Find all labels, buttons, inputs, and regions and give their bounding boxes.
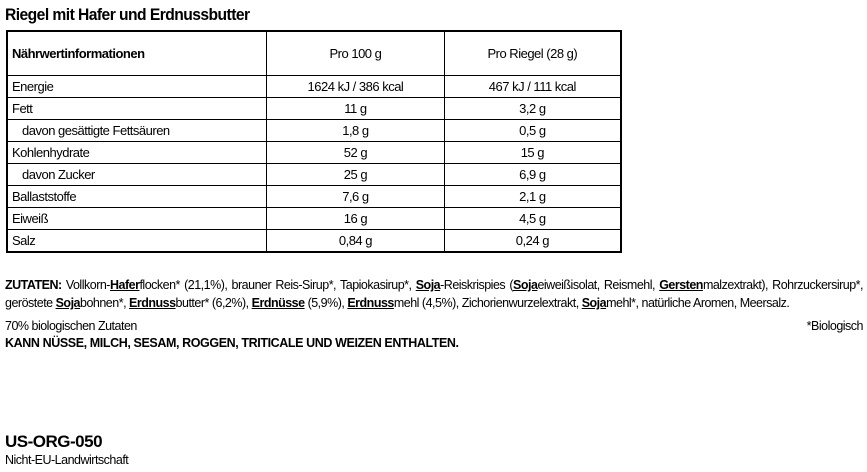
header-per-bar: Pro Riegel (28 g)	[444, 31, 621, 76]
nutrition-row	[7, 142, 621, 164]
allergen-highlight: Hafer	[109, 278, 140, 292]
allergen-highlight: Erdnüsse	[251, 296, 305, 310]
value-per-bar: 2,1 g	[444, 186, 621, 208]
nutrient-label: Kohlenhydrate	[7, 142, 267, 164]
value-per-bar: 4,5 g	[444, 208, 621, 230]
nutrition-row	[7, 164, 621, 186]
nutrient-label: Fett	[7, 98, 267, 120]
ingredients-part: Vollkorn-	[61, 278, 110, 292]
ingredients-text	[5, 276, 863, 312]
ingredients-part: butter* (6,2%),	[175, 296, 252, 310]
allergen-highlight: Soja	[415, 278, 441, 292]
header-nutrition-info: Nährwertinformationen	[7, 31, 267, 76]
ingredients-part: flocken* (21,1%), brauner Reis-Sirup*, Tapiokasirup*,	[139, 278, 416, 292]
value-per-100g: 25 g	[267, 164, 445, 186]
allergen-highlight: Soja	[513, 278, 538, 292]
nutrition-table	[6, 30, 622, 253]
value-per-100g: 1,8 g	[267, 120, 445, 142]
value-per-100g: 0,84 g	[267, 230, 445, 253]
allergen-warning: KANN NÜSSE, MILCH, SESAM, ROGGEN, TRITICALE UND WEIZEN ENTHALTEN.	[5, 336, 459, 350]
allergen-highlight: Soja	[55, 296, 80, 310]
allergen-highlight: Erdnuss	[129, 296, 176, 310]
value-per-100g: 7,6 g	[267, 186, 445, 208]
value-per-100g: 1624 kJ / 386 kcal	[267, 76, 445, 98]
value-per-bar: 15 g	[444, 142, 621, 164]
ingredients-label: ZUTATEN:	[5, 278, 62, 292]
organic-share: 70% biologischen Zutaten	[5, 319, 137, 333]
nutrition-row	[7, 120, 621, 142]
nutrition-row	[7, 186, 621, 208]
allergen-highlight: Erdnuss	[347, 296, 394, 310]
organic-certification-code: US-ORG-050	[5, 432, 103, 451]
nutrient-label: Eiweiß	[7, 208, 267, 230]
header-per-100g: Pro 100 g	[267, 31, 445, 76]
value-per-bar: 6,9 g	[444, 164, 621, 186]
nutrient-label: davon gesättigte Fettsäuren	[7, 120, 267, 142]
value-per-bar: 0,24 g	[444, 230, 621, 253]
allergen-highlight: Soja	[581, 296, 607, 310]
value-per-100g: 11 g	[267, 98, 445, 120]
value-per-bar: 3,2 g	[444, 98, 621, 120]
nutrient-label: Energie	[7, 76, 267, 98]
ingredients-part: bohnen*,	[80, 296, 130, 310]
value-per-bar: 467 kJ / 111 kcal	[444, 76, 621, 98]
nutrient-label: davon Zucker	[7, 164, 267, 186]
nutrition-row	[7, 230, 621, 253]
ingredients-part: mehl (4,5%), Zichorienwurzelextrakt,	[393, 296, 582, 310]
ingredients-part: -Reiskrispies (	[440, 278, 514, 292]
ingredients-part: (5,9%),	[304, 296, 348, 310]
value-per-100g: 16 g	[267, 208, 445, 230]
nutrition-row	[7, 208, 621, 230]
nutrition-row	[7, 98, 621, 120]
organic-info-line	[5, 319, 863, 333]
organic-note: *Biologisch	[806, 319, 863, 333]
ingredients-part: eiweißisolat, Reismehl,	[537, 278, 660, 292]
nutrition-row	[7, 76, 621, 98]
ingredients-part: malzextrakt), Rohrzuckersirup*, geröstete	[5, 278, 864, 310]
ingredients-part: mehl*, natürliche Aromen, Meersalz.	[606, 296, 790, 310]
nutrition-table-header	[7, 31, 621, 76]
nutrient-label: Salz	[7, 230, 267, 253]
product-title: Riegel mit Hafer und Erdnussbutter	[5, 5, 250, 24]
agriculture-origin: Nicht-EU-Landwirtschaft	[5, 453, 129, 467]
nutrient-label: Ballaststoffe	[7, 186, 267, 208]
allergen-highlight: Gersten	[659, 278, 703, 292]
value-per-bar: 0,5 g	[444, 120, 621, 142]
value-per-100g: 52 g	[267, 142, 445, 164]
